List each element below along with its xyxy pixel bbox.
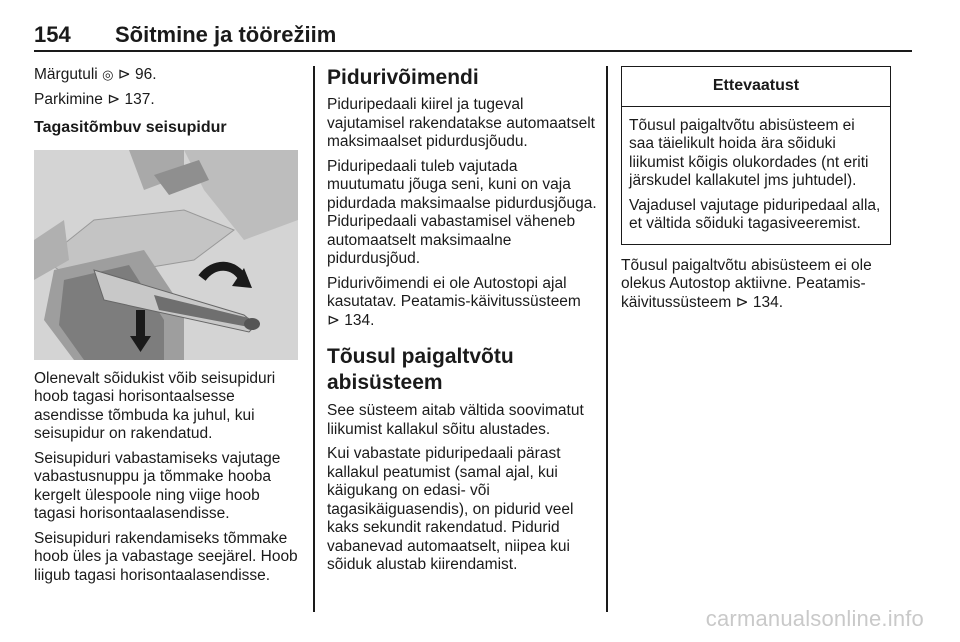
column-divider bbox=[606, 66, 608, 612]
indicator-lamp-icon: ◎ bbox=[102, 67, 114, 82]
paragraph-with-ref bbox=[621, 257, 893, 313]
page-ref-link[interactable]: 134. bbox=[752, 293, 784, 311]
paragraph: See süsteem aitab vältida soovimatut liikumist kallakul sõitu alustades. bbox=[327, 402, 584, 438]
paragraph: Seisupiduri rakendamiseks tõmmake hoob üles ja vabastage seejärel. Hoob liigub tagasi horisontaalasendisse. bbox=[34, 529, 298, 584]
caution-box bbox=[621, 66, 891, 245]
caution-body bbox=[622, 107, 890, 244]
watermark: carmanualsonline.info bbox=[705, 606, 924, 631]
paragraph: Kui vabastate piduripedaali pärast kallakul peatumist (samal ajal, kui käigukang on edasi- või tagasikäiguasendis), on pidurid veel kaks sekundit rakendatud. Pidurid vabanevad automaatselt, niipea kui sõiduk alustab kiirendamist. bbox=[327, 445, 574, 573]
page-ref-link[interactable]: 137. bbox=[124, 90, 155, 108]
header-rule bbox=[34, 50, 912, 52]
column-3 bbox=[621, 66, 893, 318]
page-ref-arrow-icon: ⊳ bbox=[113, 66, 136, 83]
reference-line-parking bbox=[34, 91, 302, 110]
section-heading: Tõusul paigaltvõtu abisüsteem bbox=[327, 345, 514, 394]
page-ref-link[interactable]: 96. bbox=[135, 66, 157, 83]
reference-line-indicator bbox=[34, 66, 302, 85]
column-1 bbox=[34, 66, 302, 591]
column-divider bbox=[313, 66, 315, 612]
paragraph-text: Tõusul paigaltvõtu abisüsteem ei ole olekus Autostop aktiivne. Peatamis-käivitussüsteem bbox=[621, 256, 872, 311]
paragraph-text: Pidurivõimendi ei ole Autostopi ajal kasutatav. Peatamis-käivitussüsteem bbox=[327, 274, 581, 310]
page-ref-arrow-icon: ⊳ bbox=[102, 90, 125, 108]
paragraph: Piduripedaali kiirel ja tugeval vajutamisel rakendatakse automaatselt maksimaalset pidurdusjõudu. bbox=[327, 96, 595, 150]
column-2 bbox=[327, 66, 597, 581]
page-ref-arrow-icon: ⊳ bbox=[327, 311, 345, 329]
reference-text: Parkimine bbox=[34, 90, 103, 108]
caution-title: Ettevaatust bbox=[622, 67, 890, 107]
paragraph: Seisupiduri vabastamiseks vajutage vabastusnuppu ja tõmmake hooba kergelt ülespoole ning viige hoob tagasi horisontaalasendisse. bbox=[34, 449, 281, 522]
paragraph: Olenevalt sõidukist võib seisupiduri hoob tagasi horisontaalsesse asendisse tõmbuda ka juhul, kui seisupidur on rakendatud. bbox=[34, 369, 276, 442]
caution-paragraph: Tõusul paigaltvõtu abisüsteem ei saa täielikult hoida ära sõiduki liikumist kõigis olukordades (nt eriti järskudel kallakutel jms juhtudel). bbox=[629, 116, 869, 189]
page-ref-arrow-icon: ⊳ bbox=[731, 293, 753, 311]
page-number: 154 bbox=[34, 22, 71, 47]
page-ref-link[interactable]: 134. bbox=[344, 311, 375, 329]
paragraph: Piduripedaali tuleb vajutada muutumatu jõuga seni, kuni on vaja pidurdada maksimaalse pidurdusjõuga. Piduripedaali vabastamisel väheneb automaatselt maksimaalne pidurdusjõud. bbox=[327, 157, 597, 267]
handbrake-lever-illustration bbox=[34, 150, 298, 360]
chapter-title: Sõitmine ja töörežiim bbox=[115, 22, 337, 47]
paragraph-with-ref bbox=[327, 275, 597, 331]
section-heading: Pidurivõimendi bbox=[327, 66, 479, 89]
caution-paragraph: Vajadusel vajutage piduripedaal alla, et vältida sõiduki tagasiveeremist. bbox=[629, 196, 881, 232]
reference-text: Märgutuli bbox=[34, 66, 103, 83]
subheading: Tagasitõmbuv seisupidur bbox=[34, 119, 227, 136]
